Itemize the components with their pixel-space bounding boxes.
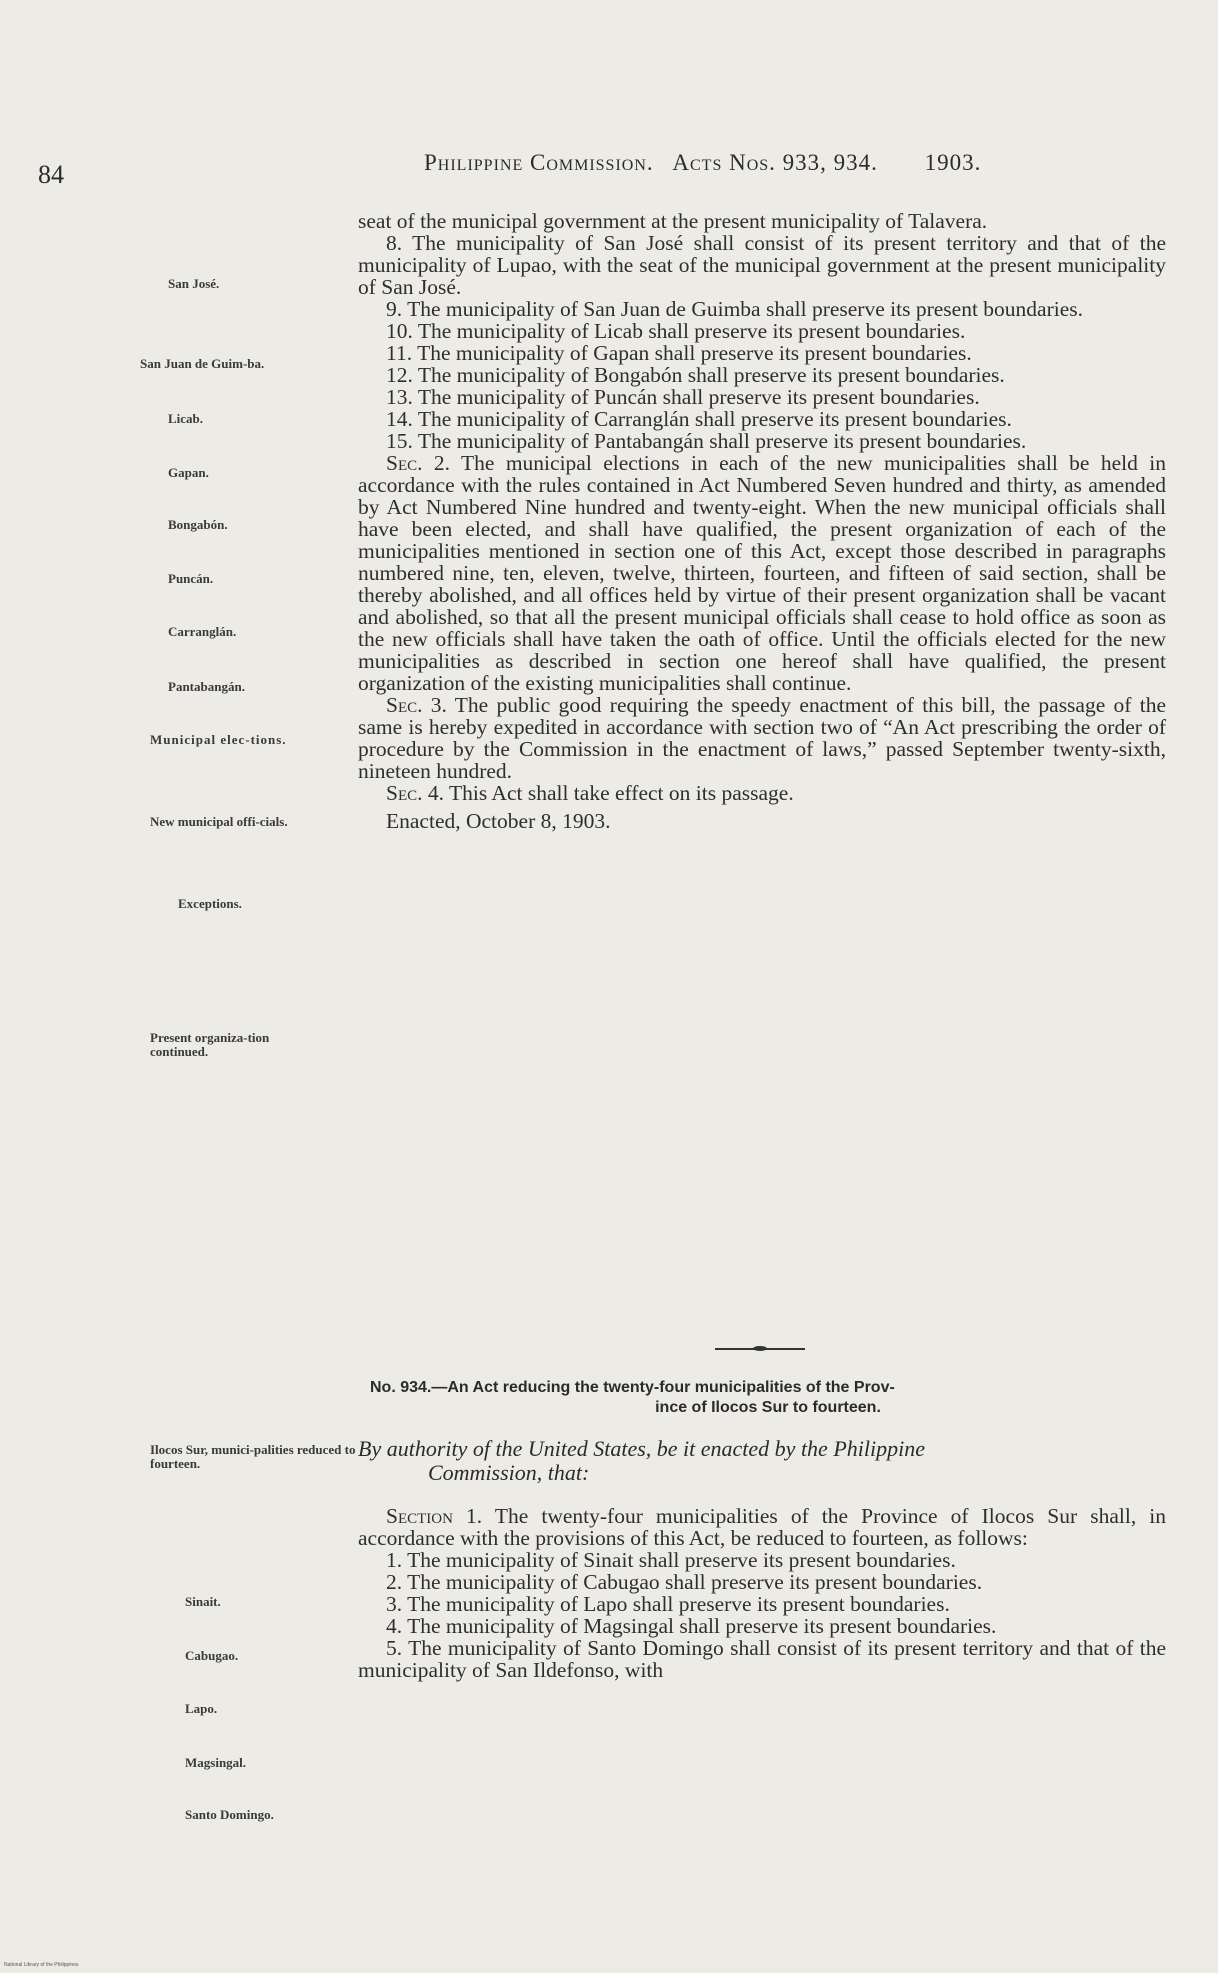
act-934-body xyxy=(358,1505,1166,1681)
margin-note: Magsingal. xyxy=(185,1755,247,1770)
paragraph: 11. The municipality of Gapan shall preserve its present boundaries. xyxy=(386,341,972,365)
header-year: 1903. xyxy=(924,150,982,175)
paragraph: 15. The municipality of Pantabangán shall preserve its present boundaries. xyxy=(386,429,1027,453)
margin-note: Gapan. xyxy=(168,465,209,480)
enacting-line: Commission, that: xyxy=(428,1460,590,1485)
heading-line: ince of Ilocos Sur to fourteen. xyxy=(655,1399,881,1416)
enacted-date: Enacted, October 8, 1903. xyxy=(386,809,611,833)
page-number: 84 xyxy=(38,160,64,189)
margin-note: Municipal elec-tions. xyxy=(150,732,287,747)
act-933-body xyxy=(358,210,1166,832)
enacting-clause xyxy=(358,1437,1166,1485)
margin-note: San José. xyxy=(168,276,220,291)
paragraph: 8. The municipality of San José shall consist of its present territory and that of the municipality of Lupao, with the seat of the municipal government at the present municipality of San José. xyxy=(358,231,1166,299)
section-text: This Act shall take effect on its passage. xyxy=(449,781,794,805)
paragraph: 3. The municipality of Lapo shall preserve its present boundaries. xyxy=(386,1592,950,1616)
paragraph: 14. The municipality of Carranglán shall preserve its present boundaries. xyxy=(386,407,1012,431)
section-label: Section 1. xyxy=(386,1504,483,1528)
paragraph: 2. The municipality of Cabugao shall preserve its present boundaries. xyxy=(386,1570,983,1594)
heading-line: No. 934.—An Act reducing the twenty-four municipalities of the Prov- xyxy=(370,1379,895,1396)
margin-note: San Juan de Guim-ba. xyxy=(140,356,265,371)
section-1 xyxy=(358,1505,1166,1549)
paragraph: seat of the municipal government at the present municipality of Talavera. xyxy=(358,209,988,233)
margin-note: Puncán. xyxy=(168,571,214,586)
section-text: The twenty-four municipalities of the Province of Ilocos Sur shall, in accordance with the provisions of this Act, be reduced to fourteen, as follows: xyxy=(358,1504,1166,1550)
margin-note: Present organiza-tion continued. xyxy=(150,1030,270,1059)
margin-note: Licab. xyxy=(168,411,204,426)
running-header xyxy=(424,150,981,176)
margin-note: Santo Domingo. xyxy=(185,1807,274,1822)
margin-note: Carranglán. xyxy=(168,624,237,639)
paragraph: 4. The municipality of Magsingal shall preserve its present boundaries. xyxy=(386,1614,997,1638)
paragraph: 5. The municipality of Santo Domingo shall consist of its present territory and that of the municipality of San Ildefonso, with xyxy=(358,1636,1166,1682)
margin-note: New municipal offi-cials. xyxy=(150,814,288,829)
paragraph: 13. The municipality of Puncán shall preserve its present boundaries. xyxy=(386,385,980,409)
section-text: The public good requiring the speedy enactment of this bill, the passage of the same is hereby expedited in accordance with section two of “An Act prescribing the order of procedure by the Commission in the enactment of laws,” passed September twenty-sixth, nineteen hundred. xyxy=(358,693,1166,783)
margin-note: Pantabangán. xyxy=(168,679,245,694)
section-label: Sec. 2. xyxy=(386,451,451,475)
margin-note: Bongabón. xyxy=(168,517,228,532)
paragraph: 12. The municipality of Bongabón shall preserve its present boundaries. xyxy=(386,363,1005,387)
section-text: The municipal elections in each of the new municipalities shall be held in accordance with the rules contained in Act Numbered Seven hundred and thirty, as amended by Act Numbered Nine hundred and twenty-eight. When the new municipal officials shall have been elected, and shall have qualified, the present organization of each of the municipalities mentioned in section one of this Act, except those described in paragraphs numbered nine, ten, eleven, twelve, thirteen, fourteen, and fifteen of said section, shall be thereby abolished, and all offices held by virtue of their present organization shall be vacant and abolished, so that all the present municipal officials shall cease to hold office as soon as the new officials shall have taken the oath of office. Until the officials elected for the new municipalities as described in section one hereof shall have qualified, the present organization of the existing municipalities shall continue. xyxy=(358,451,1166,695)
section-divider xyxy=(715,1348,805,1350)
act-934-heading xyxy=(370,1378,1166,1418)
scan-footer: National Library of the Philippines xyxy=(4,1962,79,1968)
margin-note: Cabugao. xyxy=(185,1648,239,1663)
running-title: Philippine Commission. xyxy=(424,150,654,175)
margin-note: Exceptions. xyxy=(178,896,242,911)
section-3 xyxy=(358,694,1166,782)
paragraph: 9. The municipality of San Juan de Guimba shall preserve its present boundaries. xyxy=(386,297,1083,321)
section-4 xyxy=(358,782,1166,804)
paragraph: 10. The municipality of Licab shall preserve its present boundaries. xyxy=(386,319,966,343)
section-2 xyxy=(358,452,1166,694)
enacting-line: By authority of the United States, be it enacted by the Philippine xyxy=(358,1436,925,1461)
margin-note: Sinait. xyxy=(185,1594,221,1609)
paragraph: 1. The municipality of Sinait shall preserve its present boundaries. xyxy=(386,1548,956,1572)
section-label: Sec. 4. xyxy=(386,781,444,805)
margin-note: Lapo. xyxy=(185,1701,218,1716)
section-label: Sec. 3. xyxy=(386,693,447,717)
acts-numbers: Acts Nos. 933, 934. xyxy=(672,150,878,175)
margin-note: Ilocos Sur, munici-palities reduced to fourteen. xyxy=(150,1442,356,1471)
